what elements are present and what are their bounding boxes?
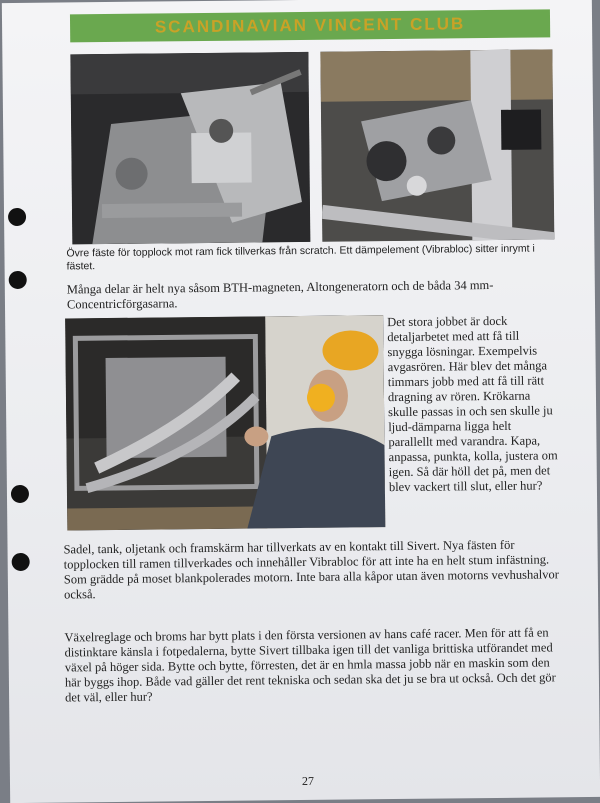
club-banner: SCANDINAVIAN VINCENT CLUB	[70, 9, 550, 42]
page-number: 27	[301, 773, 315, 789]
photo-frame-bracket	[320, 49, 554, 241]
binder-hole	[12, 553, 30, 571]
magazine-page	[2, 0, 600, 803]
intro-paragraph: Många delar är helt nya såsom BTH-magneten, Altongeneratorn och de båda 34 mm-Concentricförgasarna.	[66, 277, 494, 312]
paragraph-parts: Sadel, tank, oljetank och framskärm har tillverkats av en kontakt till Sivert. Nya fästen för topplocken till ramen tillverkades och innehåller Vibrabloc för att inte ha en helt stum infästning. Som grädde på moset blankpolerades motorn. Inte bara alla kåpor utan även motorns vevhushalvor också.	[63, 537, 559, 602]
binder-hole	[9, 271, 27, 289]
side-paragraph: Det stora jobbet är dock detaljarbetet med att få till snygga lösningar. Exempelvis avgasrören. Här blev det många timmars jobb med att få till rätt dragning av rören. Krökarna skulle passas in och sen skulle ju ljud-dämparna ligga helt parallellt med varandra. Kapa, anpassa, punkta, kolla, justera om igen. Så där höll det på, men det blev vackert till slut, eller hur?	[387, 313, 558, 495]
binder-hole	[8, 208, 26, 226]
photo-caption: Övre fäste för topplock mot ram fick tillverkas från scratch. Ett dämpelement (Vibrabloc) sitter inrymt i fästet.	[66, 242, 535, 273]
photo-mechanic-workshop	[65, 315, 385, 530]
binder-hole	[11, 485, 29, 503]
photo-head-bracket	[70, 52, 310, 244]
paragraph-controls: Växelreglage och broms har bytt plats i den första versionen av hans café racer. Men för att få en distinktare känsla i fotpedalerna, bytte Sivert tillbaka igen till det vanliga brittiska utförandet med växel på höger sida. Bytte och bytte, förresten, det är en hmla massa jobb när en maskin som den här byggs ihop. Både vad gäller det rent tekniska och sedan ska det ju se bra ut också. Och det gör det väl, eller hur?	[64, 625, 556, 705]
